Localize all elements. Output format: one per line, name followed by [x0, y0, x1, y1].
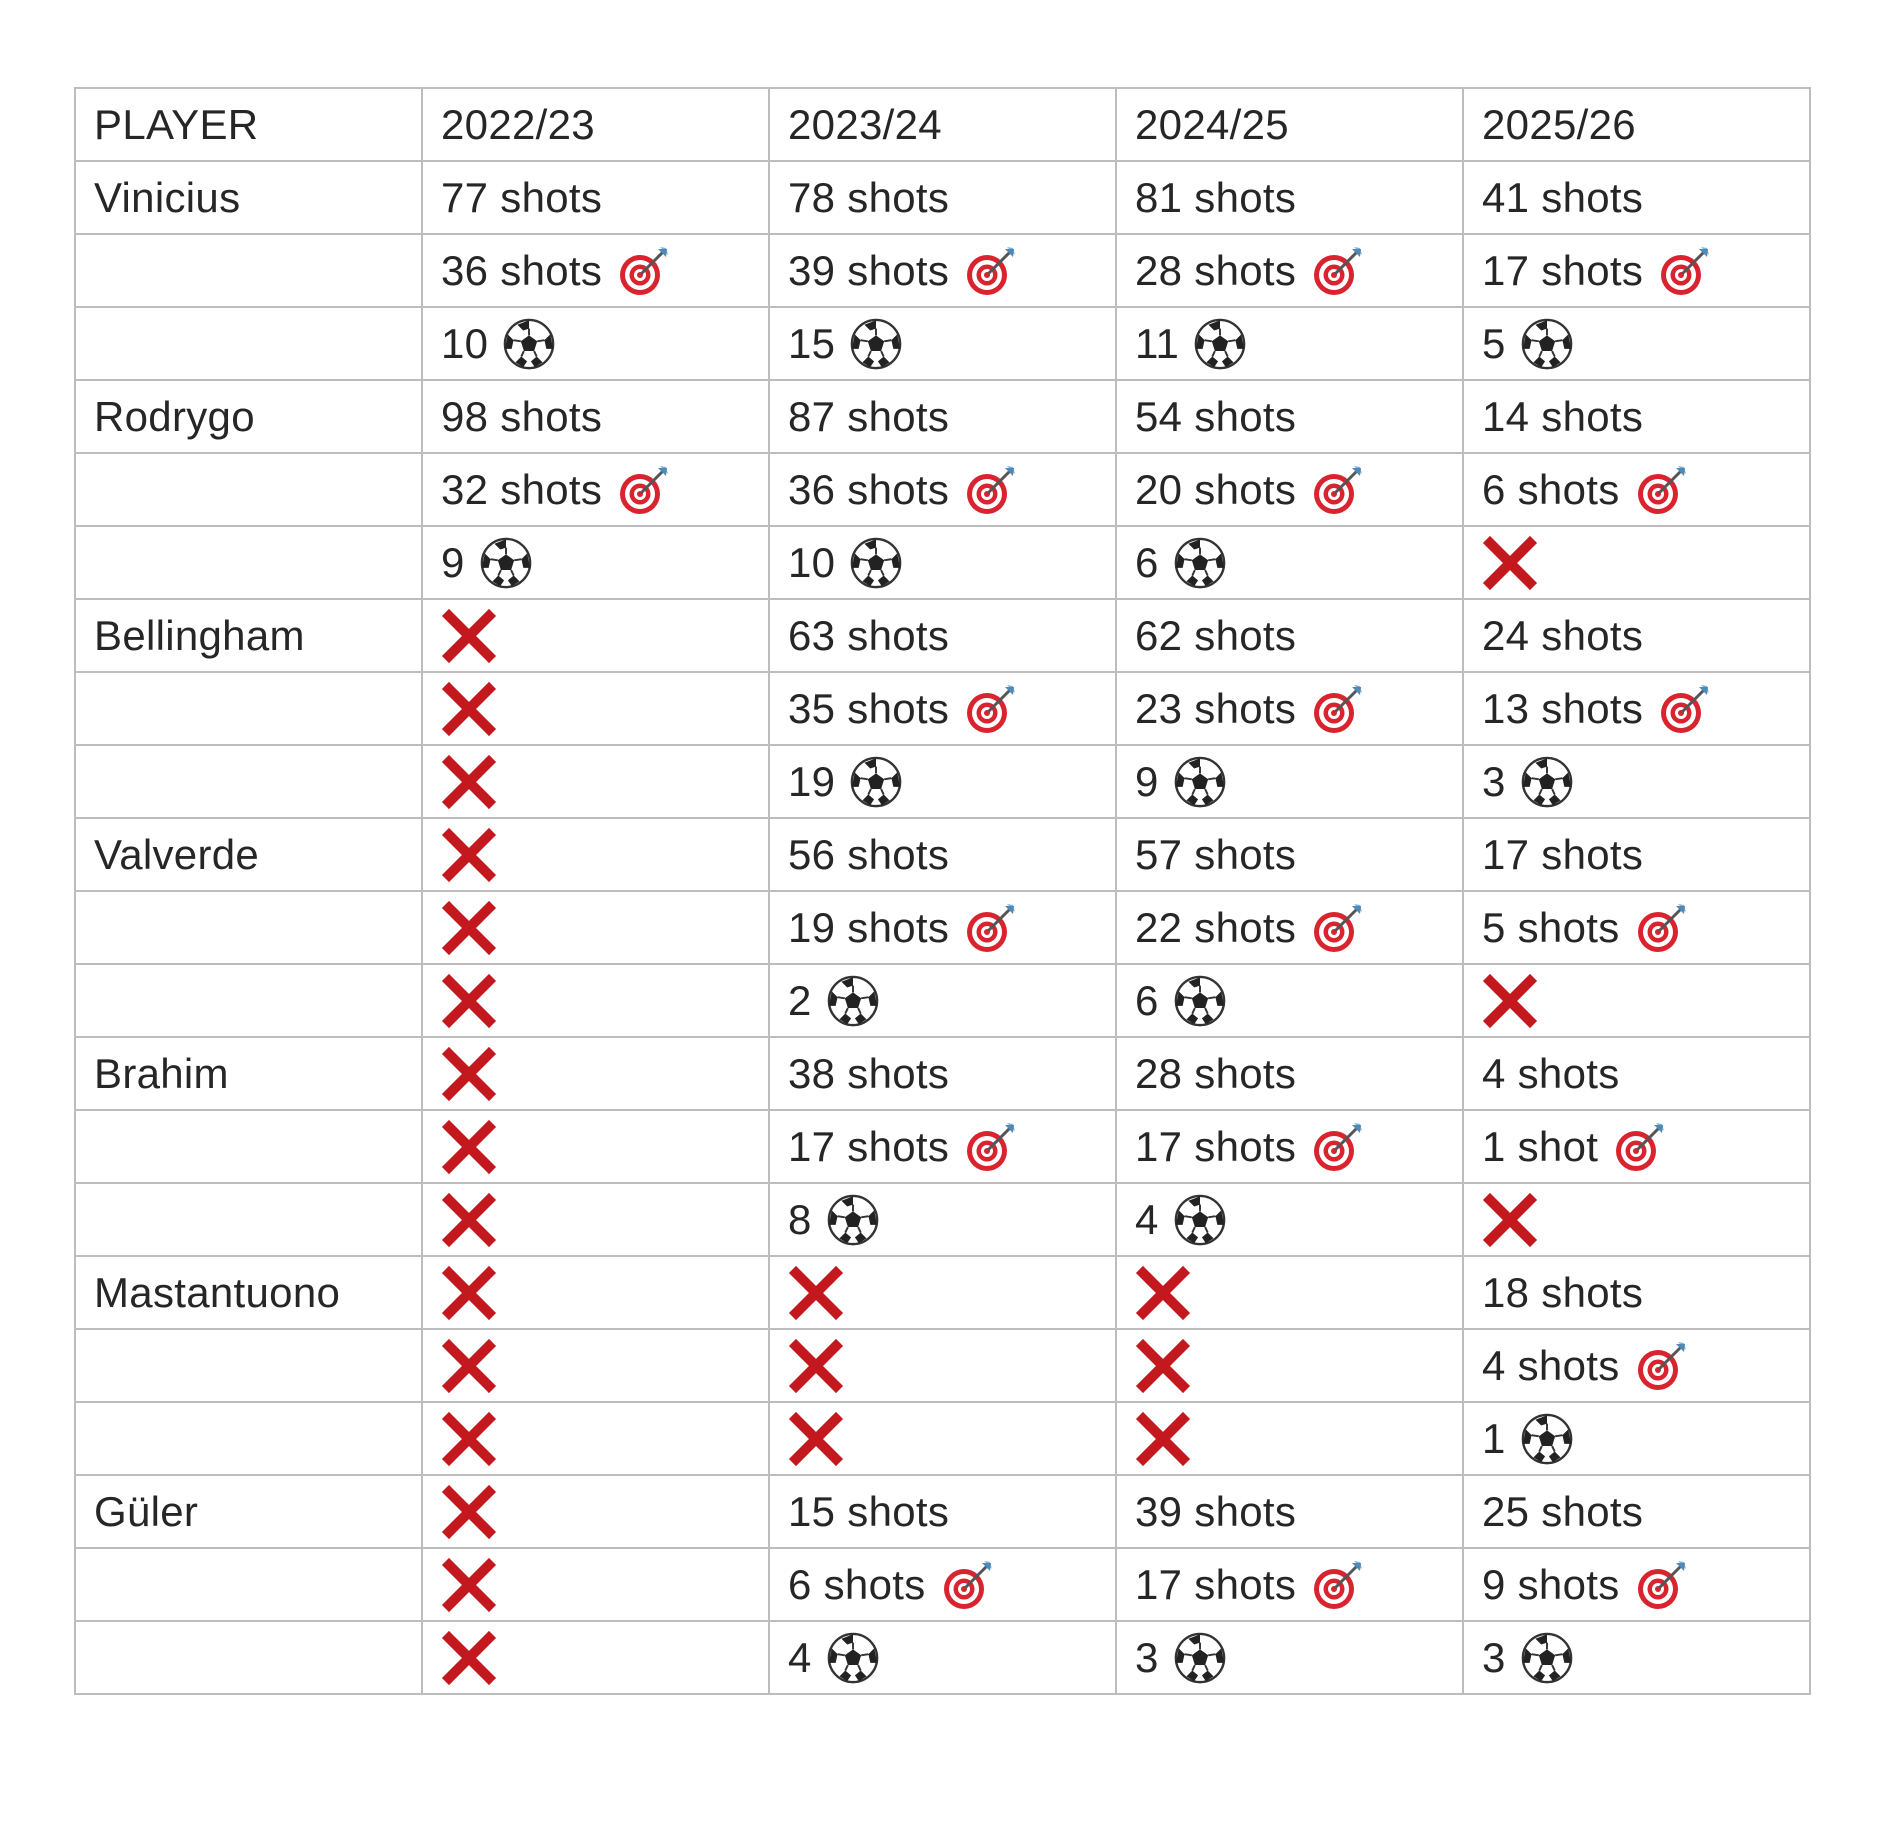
target-dart-icon — [1310, 243, 1366, 299]
shots-value: 28 shots — [1135, 1049, 1297, 1097]
red-cross-icon — [441, 1192, 497, 1248]
stat-cell-goals — [1116, 1621, 1463, 1694]
player-name-empty — [75, 234, 422, 307]
target-dart-icon — [1310, 681, 1366, 737]
stat-cell-on-target — [1116, 453, 1463, 526]
stat-cell-shots — [1463, 161, 1810, 234]
goals-value: 9 — [441, 538, 465, 586]
stat-cell-shots — [1116, 1475, 1463, 1548]
stat-cell-goals — [1116, 1402, 1463, 1475]
stat-cell-on-target — [1463, 1110, 1810, 1183]
soccer-ball-icon — [1173, 755, 1227, 809]
stat-cell-on-target — [422, 1110, 769, 1183]
table-row — [75, 745, 1810, 818]
goals-value: 3 — [1482, 757, 1506, 805]
red-cross-icon — [1135, 1338, 1191, 1394]
stat-cell-shots — [1116, 818, 1463, 891]
stat-cell-goals — [769, 1183, 1116, 1256]
soccer-ball-icon — [849, 536, 903, 590]
target-dart-icon — [616, 243, 672, 299]
target-dart-icon — [963, 462, 1019, 518]
stat-cell-shots — [769, 1475, 1116, 1548]
stat-cell-goals — [1463, 526, 1810, 599]
shots-value: 15 shots — [788, 1487, 950, 1535]
stat-cell-shots — [422, 1256, 769, 1329]
stat-cell-shots — [422, 1475, 769, 1548]
stat-cell-goals — [1116, 526, 1463, 599]
red-cross-icon — [788, 1411, 844, 1467]
stat-cell-goals — [422, 1402, 769, 1475]
soccer-ball-icon — [502, 317, 556, 371]
goals-value: 15 — [788, 319, 836, 367]
red-cross-icon — [1135, 1411, 1191, 1467]
red-cross-icon — [441, 1338, 497, 1394]
on-target-value: 17 shots — [1482, 246, 1644, 294]
soccer-ball-icon — [1520, 1412, 1574, 1466]
table-row — [75, 672, 1810, 745]
shots-value: 24 shots — [1482, 611, 1644, 659]
soccer-ball-icon — [1173, 974, 1227, 1028]
header-player: PLAYER — [75, 88, 422, 161]
red-cross-icon — [1135, 1265, 1191, 1321]
player-name-empty — [75, 1402, 422, 1475]
shots-value: 14 shots — [1482, 392, 1644, 440]
player-name-empty — [75, 1329, 422, 1402]
player-name-empty — [75, 964, 422, 1037]
table-row — [75, 1548, 1810, 1621]
shots-value: 77 shots — [441, 173, 603, 221]
target-dart-icon — [1634, 900, 1690, 956]
table-row — [75, 453, 1810, 526]
header-row — [75, 88, 1810, 161]
stat-cell-shots — [1463, 818, 1810, 891]
red-cross-icon — [1482, 973, 1538, 1029]
stat-cell-goals — [422, 745, 769, 818]
on-target-value: 17 shots — [1135, 1560, 1297, 1608]
red-cross-icon — [441, 1557, 497, 1613]
on-target-value: 32 shots — [441, 465, 603, 513]
player-name-empty — [75, 1183, 422, 1256]
stat-cell-on-target — [769, 453, 1116, 526]
stat-cell-shots — [1116, 1256, 1463, 1329]
table-row — [75, 818, 1810, 891]
target-dart-icon — [1634, 1557, 1690, 1613]
player-name: Vinicius — [75, 161, 422, 234]
shots-value: 4 shots — [1482, 1049, 1620, 1097]
stat-cell-on-target — [769, 1110, 1116, 1183]
on-target-value: 22 shots — [1135, 903, 1297, 951]
stat-cell-shots — [422, 818, 769, 891]
red-cross-icon — [441, 1630, 497, 1686]
on-target-value: 5 shots — [1482, 903, 1620, 951]
on-target-value: 6 shots — [788, 1560, 926, 1608]
table-body — [75, 161, 1810, 1694]
shots-value: 41 shots — [1482, 173, 1644, 221]
soccer-ball-icon — [826, 974, 880, 1028]
target-dart-icon — [963, 243, 1019, 299]
target-dart-icon — [1310, 900, 1366, 956]
stat-cell-shots — [1463, 1256, 1810, 1329]
stat-cell-goals — [1116, 307, 1463, 380]
red-cross-icon — [441, 827, 497, 883]
stat-cell-on-target — [1116, 672, 1463, 745]
stat-cell-goals — [769, 745, 1116, 818]
shots-value: 98 shots — [441, 392, 603, 440]
goals-value: 5 — [1482, 319, 1506, 367]
stat-cell-goals — [1463, 745, 1810, 818]
header-season: 2025/26 — [1463, 88, 1810, 161]
stat-cell-goals — [1116, 745, 1463, 818]
stat-cell-shots — [769, 161, 1116, 234]
stat-cell-shots — [769, 1037, 1116, 1110]
soccer-ball-icon — [1193, 317, 1247, 371]
stat-cell-goals — [422, 1621, 769, 1694]
shots-value: 62 shots — [1135, 611, 1297, 659]
player-name: Güler — [75, 1475, 422, 1548]
table-row — [75, 1037, 1810, 1110]
target-dart-icon — [940, 1557, 996, 1613]
red-cross-icon — [441, 1119, 497, 1175]
red-cross-icon — [441, 900, 497, 956]
stat-cell-on-target — [422, 891, 769, 964]
on-target-value: 28 shots — [1135, 246, 1297, 294]
soccer-ball-icon — [1173, 536, 1227, 590]
table-row — [75, 599, 1810, 672]
table-row — [75, 1621, 1810, 1694]
stat-cell-shots — [1463, 380, 1810, 453]
target-dart-icon — [1310, 1557, 1366, 1613]
red-cross-icon — [441, 1484, 497, 1540]
table-row — [75, 1256, 1810, 1329]
shots-value: 78 shots — [788, 173, 950, 221]
goals-value: 11 — [1135, 319, 1180, 367]
soccer-ball-icon — [849, 755, 903, 809]
on-target-value: 17 shots — [788, 1122, 950, 1170]
stat-cell-goals — [769, 526, 1116, 599]
red-cross-icon — [441, 1411, 497, 1467]
stat-cell-goals — [1116, 964, 1463, 1037]
on-target-value: 4 shots — [1482, 1341, 1620, 1389]
stat-cell-on-target — [1116, 234, 1463, 307]
stat-cell-shots — [1463, 1037, 1810, 1110]
goals-value: 9 — [1135, 757, 1159, 805]
table-row — [75, 307, 1810, 380]
player-name-empty — [75, 1110, 422, 1183]
table-row — [75, 1475, 1810, 1548]
stat-cell-on-target — [422, 1329, 769, 1402]
red-cross-icon — [441, 754, 497, 810]
shots-value: 81 shots — [1135, 173, 1297, 221]
stat-cell-shots — [1463, 599, 1810, 672]
stat-cell-shots — [422, 380, 769, 453]
stat-cell-on-target — [1116, 1329, 1463, 1402]
shots-value: 87 shots — [788, 392, 950, 440]
red-cross-icon — [441, 608, 497, 664]
target-dart-icon — [963, 900, 1019, 956]
shots-value: 63 shots — [788, 611, 950, 659]
table-row — [75, 1402, 1810, 1475]
stat-cell-on-target — [1463, 234, 1810, 307]
red-cross-icon — [441, 1265, 497, 1321]
stat-cell-on-target — [769, 1548, 1116, 1621]
stat-cell-shots — [769, 818, 1116, 891]
stat-cell-goals — [1463, 1402, 1810, 1475]
stat-cell-on-target — [1463, 1548, 1810, 1621]
target-dart-icon — [616, 462, 672, 518]
stat-cell-on-target — [769, 234, 1116, 307]
on-target-value: 36 shots — [788, 465, 950, 513]
on-target-value: 13 shots — [1482, 684, 1644, 732]
header-season: 2022/23 — [422, 88, 769, 161]
stat-cell-goals — [1463, 1621, 1810, 1694]
shots-value: 18 shots — [1482, 1268, 1644, 1316]
goals-value: 4 — [1135, 1195, 1159, 1243]
stat-cell-goals — [422, 307, 769, 380]
shots-value: 38 shots — [788, 1049, 950, 1097]
target-dart-icon — [1612, 1119, 1668, 1175]
target-dart-icon — [1310, 1119, 1366, 1175]
table-row — [75, 526, 1810, 599]
target-dart-icon — [1634, 462, 1690, 518]
on-target-value: 35 shots — [788, 684, 950, 732]
on-target-value: 9 shots — [1482, 1560, 1620, 1608]
red-cross-icon — [1482, 535, 1538, 591]
stat-cell-on-target — [1116, 1110, 1463, 1183]
stat-cell-shots — [1463, 1475, 1810, 1548]
goals-value: 19 — [788, 757, 836, 805]
stat-cell-goals — [769, 1402, 1116, 1475]
stat-cell-on-target — [422, 453, 769, 526]
player-name: Valverde — [75, 818, 422, 891]
shots-value: 39 shots — [1135, 1487, 1297, 1535]
shots-value: 54 shots — [1135, 392, 1297, 440]
stat-cell-on-target — [1116, 1548, 1463, 1621]
soccer-ball-icon — [1520, 317, 1574, 371]
table-row — [75, 234, 1810, 307]
stats-table — [74, 87, 1811, 1695]
stat-cell-goals — [1463, 964, 1810, 1037]
player-name-empty — [75, 745, 422, 818]
table-row — [75, 891, 1810, 964]
on-target-value: 6 shots — [1482, 465, 1620, 513]
soccer-ball-icon — [479, 536, 533, 590]
player-name: Bellingham — [75, 599, 422, 672]
on-target-value: 23 shots — [1135, 684, 1297, 732]
stat-cell-on-target — [422, 1548, 769, 1621]
stat-cell-goals — [422, 526, 769, 599]
stat-cell-shots — [1116, 380, 1463, 453]
table-row — [75, 1183, 1810, 1256]
table-row — [75, 161, 1810, 234]
stat-cell-on-target — [422, 672, 769, 745]
player-name-empty — [75, 307, 422, 380]
stat-cell-on-target — [1463, 672, 1810, 745]
goals-value: 10 — [788, 538, 836, 586]
target-dart-icon — [1657, 243, 1713, 299]
table-row — [75, 1329, 1810, 1402]
table-row — [75, 1110, 1810, 1183]
target-dart-icon — [963, 681, 1019, 737]
shots-value: 17 shots — [1482, 830, 1644, 878]
red-cross-icon — [1482, 1192, 1538, 1248]
on-target-value: 20 shots — [1135, 465, 1297, 513]
table-row — [75, 964, 1810, 1037]
on-target-value: 36 shots — [441, 246, 603, 294]
goals-value: 8 — [788, 1195, 812, 1243]
goals-value: 2 — [788, 976, 812, 1024]
soccer-ball-icon — [1173, 1193, 1227, 1247]
soccer-ball-icon — [1520, 755, 1574, 809]
goals-value: 4 — [788, 1633, 812, 1681]
target-dart-icon — [1310, 462, 1366, 518]
player-name-empty — [75, 891, 422, 964]
stat-cell-shots — [769, 599, 1116, 672]
red-cross-icon — [441, 1046, 497, 1102]
player-name-empty — [75, 1621, 422, 1694]
stat-cell-on-target — [1463, 1329, 1810, 1402]
red-cross-icon — [788, 1265, 844, 1321]
red-cross-icon — [788, 1338, 844, 1394]
on-target-value: 17 shots — [1135, 1122, 1297, 1170]
stat-cell-on-target — [1463, 453, 1810, 526]
stat-cell-shots — [1116, 161, 1463, 234]
stat-cell-goals — [769, 307, 1116, 380]
goals-value: 3 — [1135, 1633, 1159, 1681]
stat-cell-goals — [1463, 307, 1810, 380]
soccer-ball-icon — [1173, 1631, 1227, 1685]
player-name-empty — [75, 1548, 422, 1621]
soccer-ball-icon — [826, 1631, 880, 1685]
stat-cell-on-target — [1463, 891, 1810, 964]
on-target-value: 19 shots — [788, 903, 950, 951]
soccer-ball-icon — [1520, 1631, 1574, 1685]
stat-cell-goals — [422, 1183, 769, 1256]
shots-value: 56 shots — [788, 830, 950, 878]
stat-cell-goals — [769, 964, 1116, 1037]
stat-cell-on-target — [1116, 891, 1463, 964]
stat-cell-goals — [1463, 1183, 1810, 1256]
stat-cell-shots — [1116, 1037, 1463, 1110]
header-season: 2023/24 — [769, 88, 1116, 161]
stat-cell-on-target — [769, 1329, 1116, 1402]
goals-value: 6 — [1135, 538, 1159, 586]
stat-cell-goals — [769, 1621, 1116, 1694]
player-name: Rodrygo — [75, 380, 422, 453]
player-name: Mastantuono — [75, 1256, 422, 1329]
player-name-empty — [75, 672, 422, 745]
stat-cell-shots — [422, 161, 769, 234]
stat-cell-shots — [422, 599, 769, 672]
soccer-ball-icon — [826, 1193, 880, 1247]
table-row — [75, 380, 1810, 453]
stat-cell-goals — [1116, 1183, 1463, 1256]
goals-value: 10 — [441, 319, 489, 367]
on-target-value: 1 shot — [1482, 1122, 1599, 1170]
stat-cell-on-target — [422, 234, 769, 307]
stat-cell-goals — [422, 964, 769, 1037]
stat-cell-shots — [1116, 599, 1463, 672]
shots-value: 25 shots — [1482, 1487, 1644, 1535]
header-season: 2024/25 — [1116, 88, 1463, 161]
on-target-value: 39 shots — [788, 246, 950, 294]
shots-value: 57 shots — [1135, 830, 1297, 878]
goals-value: 1 — [1482, 1414, 1506, 1462]
player-name: Brahim — [75, 1037, 422, 1110]
goals-value: 3 — [1482, 1633, 1506, 1681]
target-dart-icon — [963, 1119, 1019, 1175]
red-cross-icon — [441, 973, 497, 1029]
stat-cell-shots — [422, 1037, 769, 1110]
red-cross-icon — [441, 681, 497, 737]
stat-cell-on-target — [769, 672, 1116, 745]
player-name-empty — [75, 453, 422, 526]
target-dart-icon — [1657, 681, 1713, 737]
stat-cell-shots — [769, 1256, 1116, 1329]
goals-value: 6 — [1135, 976, 1159, 1024]
target-dart-icon — [1634, 1338, 1690, 1394]
stat-cell-on-target — [769, 891, 1116, 964]
stat-cell-shots — [769, 380, 1116, 453]
player-name-empty — [75, 526, 422, 599]
soccer-ball-icon — [849, 317, 903, 371]
